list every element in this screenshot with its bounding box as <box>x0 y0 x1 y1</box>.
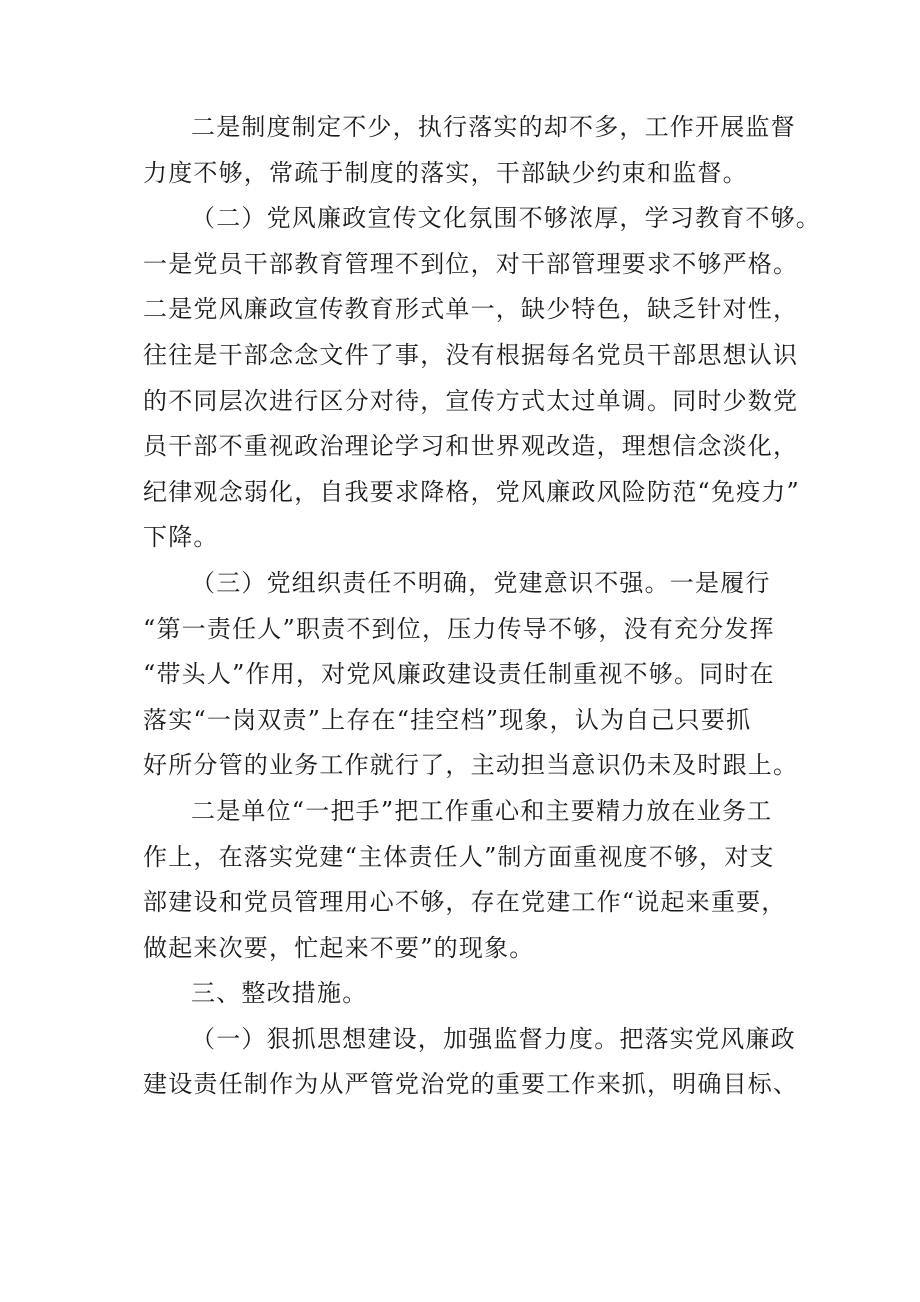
text-line: 一是党员干部教育管理不到位，对干部管理要求不够严格。 <box>143 249 799 278</box>
text-line: 的不同层次进行区分对待，宣传方式太过单调。同时少数党 <box>143 386 799 415</box>
text-line: “第一责任人”职责不到位，压力传导不够，没有充分发挥 <box>143 614 775 643</box>
text-line: 好所分管的业务工作就行了，主动担当意识仍未及时跟上。 <box>143 751 799 780</box>
text-line: 做起来次要，忙起来不要”的现象。 <box>143 933 535 962</box>
document-body <box>143 105 821 1108</box>
text-line: 建设责任制作为从严管党治党的重要工作来抓，明确目标、 <box>143 1070 799 1099</box>
text-line: 三、整改措施。 <box>191 979 368 1008</box>
text-line: （二）党风廉政宣传文化氛围不够浓厚，学习教育不够。 <box>191 204 821 233</box>
text-line: 落实“一岗双责”上存在“挂空档”现象，认为自己只要抓 <box>143 705 752 734</box>
text-line: 二是单位“一把手”把工作重心和主要精力放在业务工 <box>191 796 773 825</box>
text-line: （三）党组织责任不明确，党建意识不强。一是履行 <box>191 568 771 597</box>
text-line: 纪律观念弱化，自我要求降格，党风廉政风险防范“免疫力” <box>143 477 800 506</box>
text-line: 二是党风廉政宣传教育形式单一，缺少特色，缺乏针对性， <box>143 295 799 324</box>
text-line: 力度不够，常疏于制度的落实，干部缺少约束和监督。 <box>143 158 748 187</box>
text-line: （一）狠抓思想建设，加强监督力度。把落实党风廉政 <box>191 1024 796 1053</box>
text-line: “带头人”作用，对党风廉政建设责任制重视不够。同时在 <box>143 660 775 689</box>
text-line: 部建设和党员管理用心不够，存在党建工作“说起来重要， <box>143 888 787 917</box>
text-line: 员干部不重视政治理论学习和世界观改造，理想信念淡化， <box>143 432 799 461</box>
text-line: 二是制度制定不少，执行落实的却不多，工作开展监督 <box>191 113 796 141</box>
text-line: 往往是干部念念文件了事，没有根据每名党员干部思想认识 <box>143 340 799 369</box>
text-line: 作上，在落实党建“主体责任人”制方面重视度不够，对支 <box>143 842 775 871</box>
text-line: 下降。 <box>143 523 219 552</box>
